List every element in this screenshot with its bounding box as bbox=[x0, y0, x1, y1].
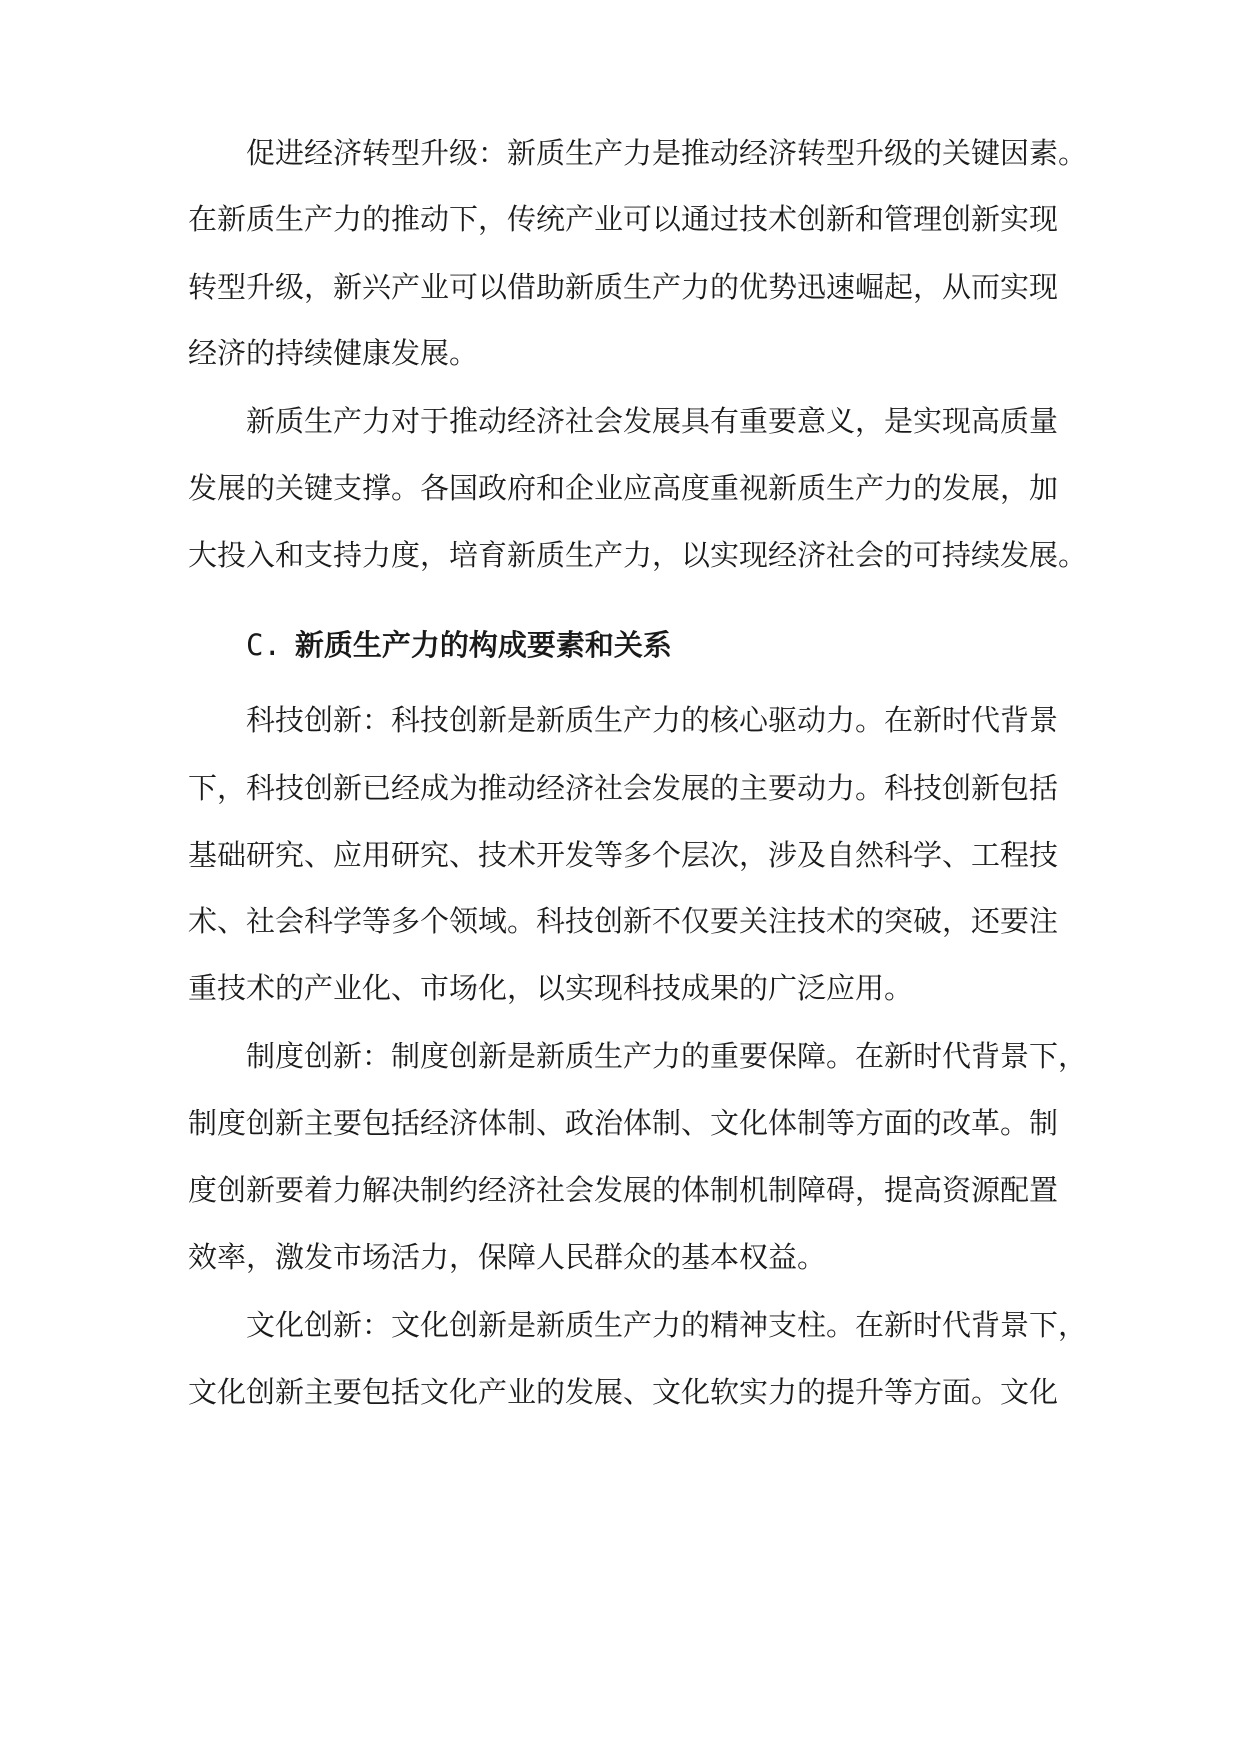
paragraph-line: 重技术的产业化、市场化，以实现科技成果的广泛应用。 bbox=[188, 971, 914, 1005]
section-title: 新质生产力的构成要素和关系 bbox=[294, 628, 672, 662]
paragraph-line: 度创新要着力解决制约经济社会发展的体制机制障碍，提高资源配置 bbox=[188, 1173, 1059, 1207]
section-number: C. bbox=[246, 628, 281, 662]
paragraph-line: 基础研究、应用研究、技术开发等多个层次，涉及自然科学、工程技 bbox=[188, 838, 1059, 872]
paragraph-line: 在新质生产力的推动下，传统产业可以通过技术创新和管理创新实现 bbox=[188, 202, 1059, 236]
paragraph-line: 效率，激发市场活力，保障人民群众的基本权益。 bbox=[188, 1240, 827, 1274]
section-heading bbox=[246, 625, 672, 665]
paragraph-line: 下，科技创新已经成为推动经济社会发展的主要动力。科技创新包括 bbox=[188, 771, 1059, 805]
paragraph-line: 制度创新主要包括经济体制、政治体制、文化体制等方面的改革。制 bbox=[188, 1106, 1059, 1140]
paragraph-line: 经济的持续健康发展。 bbox=[188, 336, 479, 370]
paragraph-line: 文化创新：文化创新是新质生产力的精神支柱。在新时代背景下， bbox=[246, 1308, 1088, 1342]
paragraph-line: 促进经济转型升级：新质生产力是推动经济转型升级的关键因素。 bbox=[246, 136, 1088, 170]
paragraph-line: 科技创新：科技创新是新质生产力的核心驱动力。在新时代背景 bbox=[246, 703, 1059, 737]
paragraph-line: 文化创新主要包括文化产业的发展、文化软实力的提升等方面。文化 bbox=[188, 1375, 1059, 1409]
paragraph-line: 术、社会科学等多个领域。科技创新不仅要关注技术的突破，还要注 bbox=[188, 904, 1059, 938]
paragraph-line: 大投入和支持力度，培育新质生产力，以实现经济社会的可持续发展。 bbox=[188, 538, 1088, 572]
paragraph-line: 新质生产力对于推动经济社会发展具有重要意义，是实现高质量 bbox=[246, 404, 1059, 438]
paragraph-line: 发展的关键支撑。各国政府和企业应高度重视新质生产力的发展，加 bbox=[188, 471, 1059, 505]
paragraph-line: 转型升级，新兴产业可以借助新质生产力的优势迅速崛起，从而实现 bbox=[188, 270, 1059, 304]
paragraph-line: 制度创新：制度创新是新质生产力的重要保障。在新时代背景下， bbox=[246, 1039, 1088, 1073]
